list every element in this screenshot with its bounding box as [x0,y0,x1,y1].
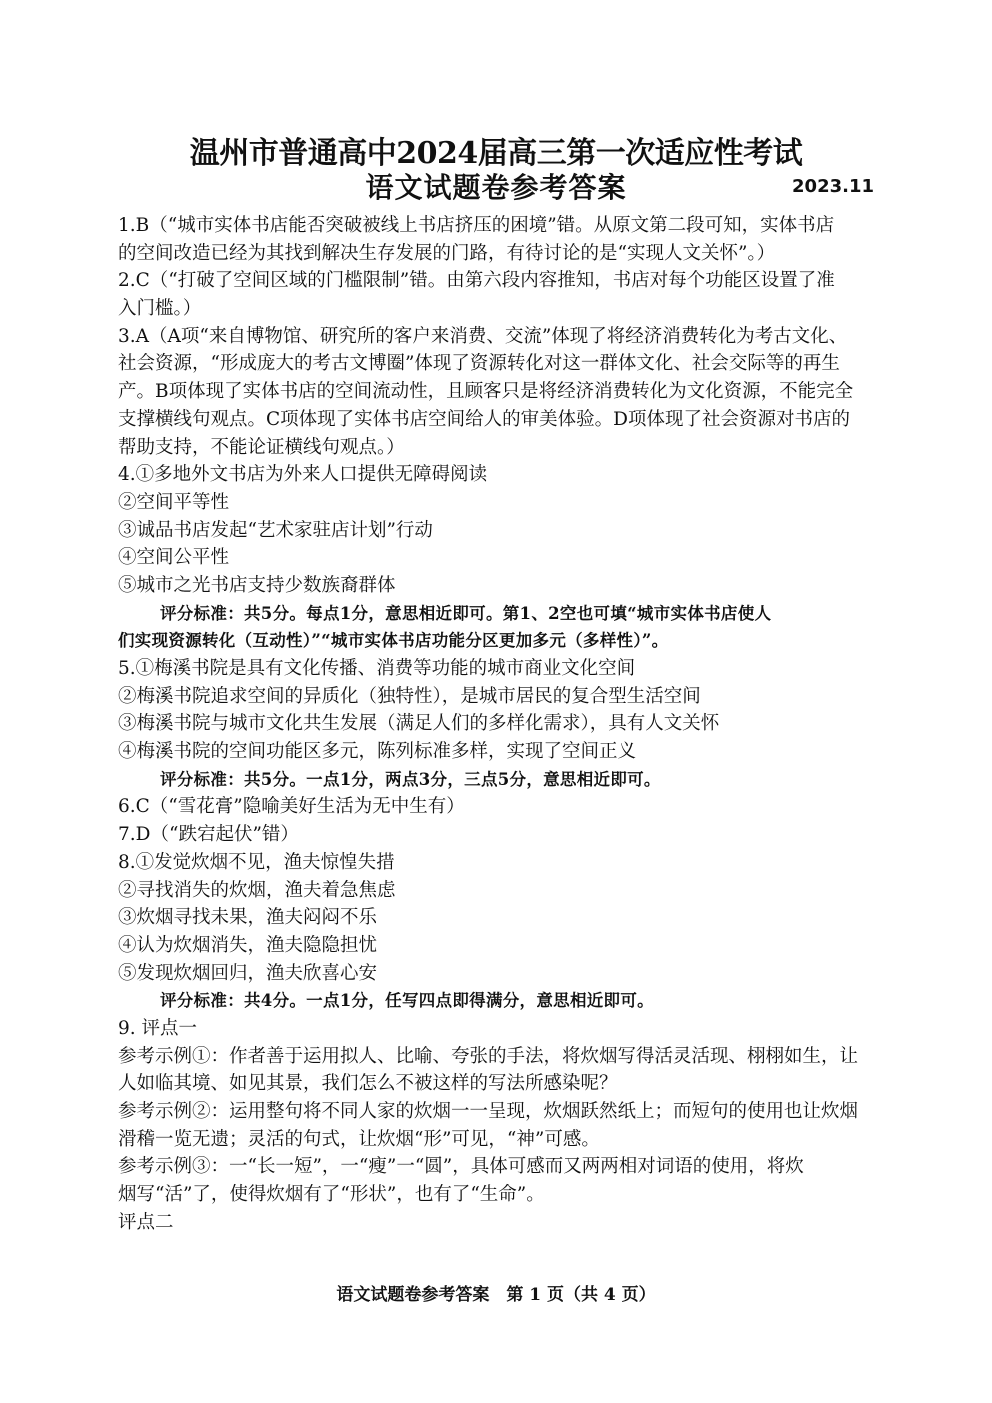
answer-line: 5.①梅溪书院是具有文化传播、消费等功能的城市商业文化空间 [118,658,636,679]
answer-line: 4.①多地外文书店为外来人口提供无障碍阅读 [118,464,488,486]
answer-line: ③梅溪书院与城市文化共生发展（满足人们的多样化需求），具有人文关怀 [118,713,720,735]
answer-line: 1.B（“城市实体书店能否突破被线上书店挤压的困境”错。从原文第二段可知，实体书店 [118,215,835,236]
answer-line: 评点二 [118,1211,174,1233]
answer-line: ③诚品书店发起“艺术家驻店计划”行动 [118,519,433,541]
scoring-standard: 评分标准：共4分。一点1分，任写四点即得满分，意思相近即可。 [160,991,654,1011]
answer-line: ④认为炊烟消失，渔夫隐隐担忧 [118,934,378,956]
answer-line: 参考示例①：作者善于运用拟人、比喻、夸张的手法，将炊烟写得活灵活现、栩栩如生，让 [118,1045,859,1067]
answer-line: 9. 评点一 [118,1017,198,1039]
answer-line: 3.A（A项“来自博物馆、研究所的客户来消费、交流”体现了将经济消费转化为考古文化、 [118,325,848,347]
answer-line: 社会资源，“形成庞大的考古文博圈”体现了资源转化对这一群体文化、社会交际等的再生 [118,353,840,375]
page-footer: 语文试题卷参考答案 第 1 页（共 4 页） [336,1285,656,1305]
answer-line: 支撑横线句观点。C项体现了实体书店空间给人的审美体验。D项体现了社会资源对书店的 [118,408,850,430]
answer-line: 2.C（“打破了空间区域的门槛限制”错。由第六段内容推知，书店对每个功能区设置了准 [118,270,835,292]
answer-line: ②寻找消失的炊烟，渔夫着急焦虑 [118,879,396,901]
answer-content [118,212,876,1236]
scoring-standard: 评分标准：共5分。每点1分，意思相近即可。第1、2空也可填“城市实体书店使人 [160,603,772,623]
exam-date: 2023.11 [792,176,874,197]
scoring-standard: 们实现资源转化（互动性）”“城市实体书店功能分区更加多元（多样性）”。 [118,631,669,651]
answer-line: ③炊烟寻找未果，渔夫闷闷不乐 [118,907,378,929]
answer-line: 滑稽一览无遗；灵活的句式，让炊烟“形”可见，“神”可感。 [118,1128,600,1150]
answer-line: 的空间改造已经为其找到解决生存发展的门路，有待讨论的是“实现人文关怀”。） [118,242,776,264]
answer-line: ⑤发现炊烟回归，渔夫欣喜心安 [118,962,378,984]
exam-title: 温州市普通高中2024届高三第一次适应性考试 [189,136,803,171]
answer-key-subtitle: 语文试题卷参考答案 [365,171,627,204]
answer-line: 8.①发觉炊烟不见，渔夫惊惶失措 [118,851,395,873]
answer-line: ⑤城市之光书店支持少数族裔群体 [118,574,396,596]
answer-line: ④空间公平性 [118,547,230,569]
answer-line: ②梅溪书院追求空间的异质化（独特性），是城市居民的复合型生活空间 [118,685,701,707]
answer-line: 产。B项体现了实体书店的空间流动性，且顾客只是将经济消费转化为文化资源，不能完全 [118,381,854,403]
scoring-standard: 评分标准：共5分。一点1分，两点3分，三点5分，意思相近即可。 [160,769,661,789]
answer-line: 帮助支持，不能论证横线句观点。） [118,436,405,458]
answer-line: 参考示例②：运用整句将不同人家的炊烟一一呈现，炊烟跃然纸上；而短句的使用也让炊烟 [118,1101,859,1122]
answer-line: 入门槛。） [118,298,202,320]
answer-line: 7.D（“跌宕起伏”错） [118,824,299,846]
answer-line: 人如临其境、如见其景，我们怎么不被这样的写法所感染呢？ [118,1073,618,1095]
answer-line: 6.C（“雪花膏”隐喻美好生活为无中生有） [118,796,465,818]
answer-line: ④梅溪书院的空间功能区多元，陈列标准多样，实现了空间正义 [118,741,637,763]
answer-line: ②空间平等性 [118,491,230,513]
answer-line: 烟写“活”了，使得炊烟有了“形状”，也有了“生命”。 [118,1184,545,1206]
answer-line: 参考示例③：一“长一短”，一“瘦”一“圆”，具体可感而又两两相对词语的使用，将炊 [118,1156,804,1178]
